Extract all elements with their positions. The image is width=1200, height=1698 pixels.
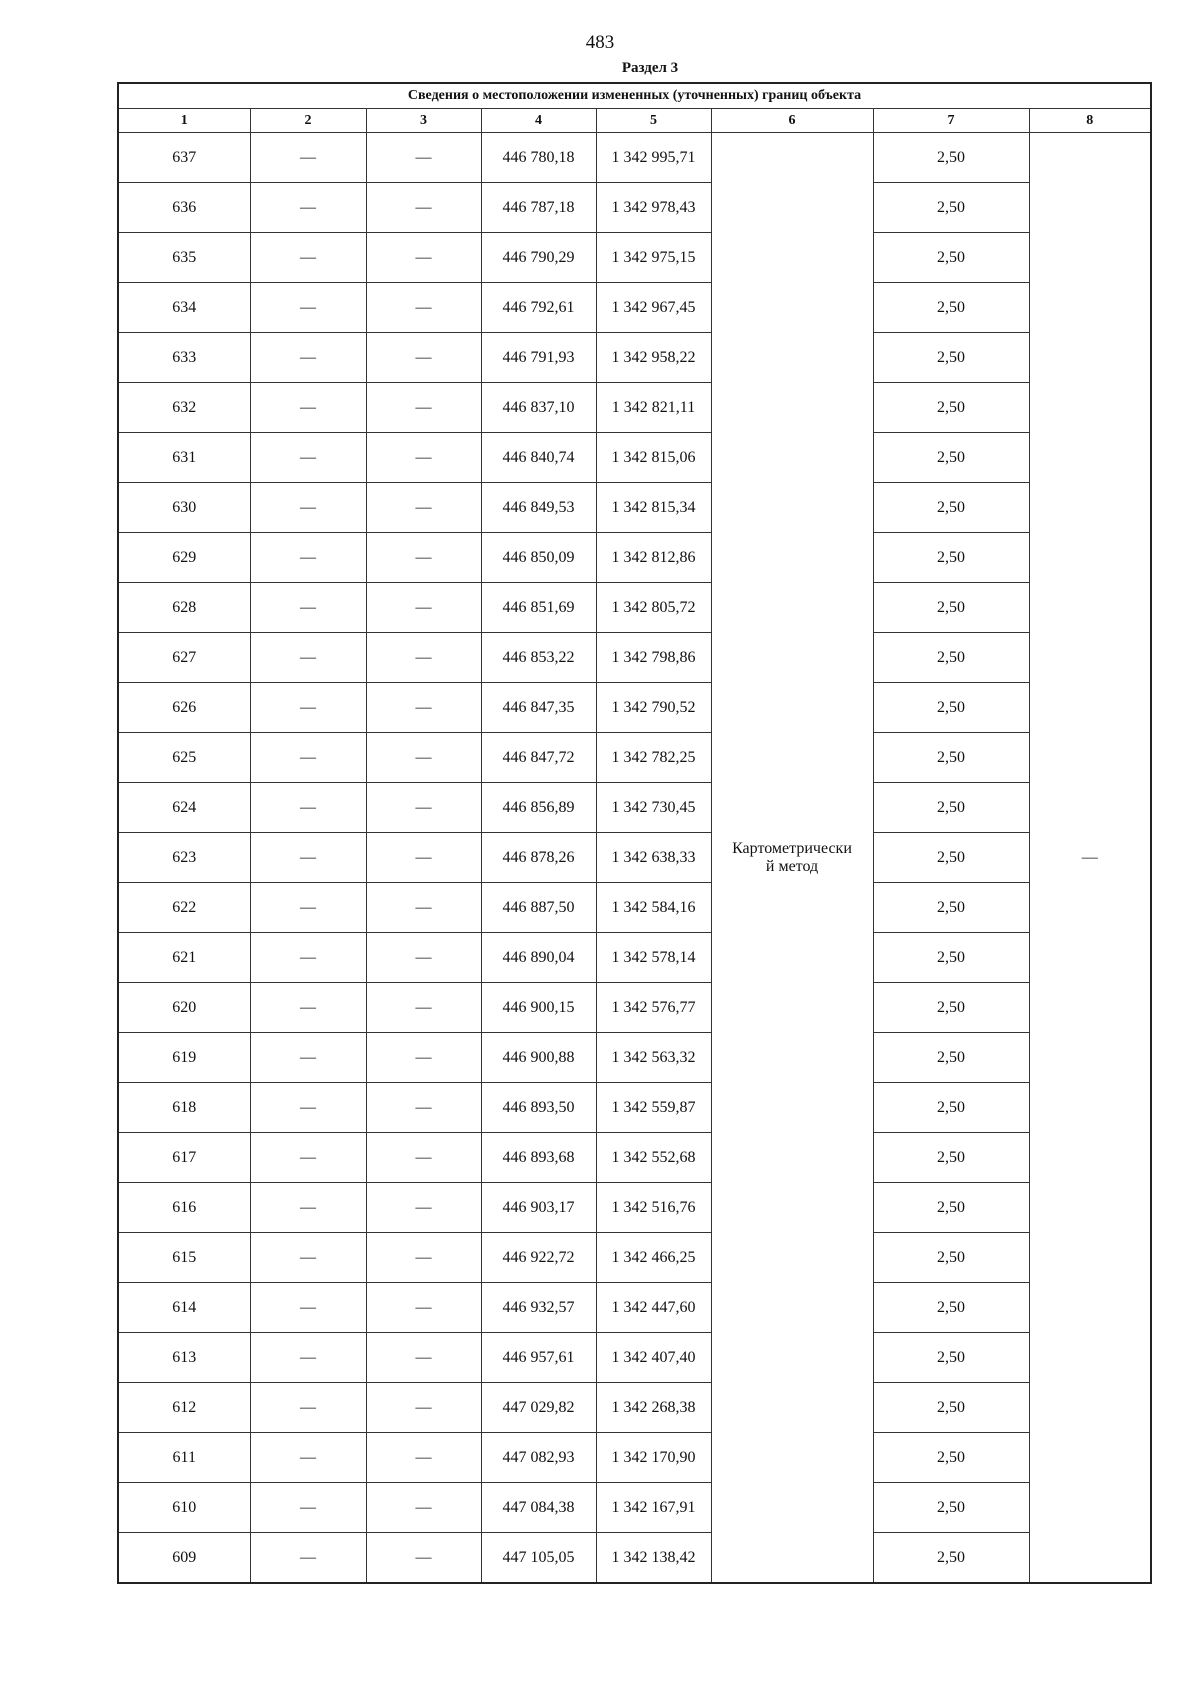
coordinate-y: 1 342 821,11 — [596, 383, 711, 433]
coordinate-y: 1 342 782,25 — [596, 733, 711, 783]
coordinate-y: 1 342 975,15 — [596, 233, 711, 283]
coordinate-y: 1 342 815,34 — [596, 483, 711, 533]
column-8-value: — — [1029, 133, 1151, 1584]
column-2-value: — — [250, 133, 366, 183]
coordinate-y: 1 342 978,43 — [596, 183, 711, 233]
point-number: 635 — [118, 233, 250, 283]
coordinate-x: 447 082,93 — [481, 1433, 596, 1483]
coordinate-y: 1 342 638,33 — [596, 833, 711, 883]
accuracy-value: 2,50 — [873, 1483, 1029, 1533]
column-2-value: — — [250, 283, 366, 333]
accuracy-value: 2,50 — [873, 233, 1029, 283]
coordinate-x: 446 903,17 — [481, 1183, 596, 1233]
column-3-value: — — [366, 783, 481, 833]
column-2-value: — — [250, 833, 366, 883]
coordinate-x: 446 790,29 — [481, 233, 596, 283]
coordinate-x: 446 957,61 — [481, 1333, 596, 1383]
point-number: 627 — [118, 633, 250, 683]
point-number: 614 — [118, 1283, 250, 1333]
coordinate-x: 446 890,04 — [481, 933, 596, 983]
column-2-value: — — [250, 683, 366, 733]
coordinate-y: 1 342 138,42 — [596, 1533, 711, 1584]
column-2-value: — — [250, 483, 366, 533]
coordinate-y: 1 342 466,25 — [596, 1233, 711, 1283]
column-2-value: — — [250, 1333, 366, 1383]
accuracy-value: 2,50 — [873, 1383, 1029, 1433]
table-row — [118, 433, 1151, 483]
column-2-value: — — [250, 1483, 366, 1533]
column-2-value: — — [250, 1533, 366, 1584]
accuracy-value: 2,50 — [873, 183, 1029, 233]
column-2-value: — — [250, 433, 366, 483]
column-2-value: — — [250, 933, 366, 983]
point-number: 617 — [118, 1133, 250, 1183]
column-3-value: — — [366, 233, 481, 283]
column-number-3: 3 — [366, 109, 481, 133]
accuracy-value: 2,50 — [873, 333, 1029, 383]
point-number: 632 — [118, 383, 250, 433]
column-number-row — [118, 109, 1151, 133]
column-3-value: — — [366, 1133, 481, 1183]
point-number: 622 — [118, 883, 250, 933]
table-caption-row — [118, 83, 1151, 109]
method-text-line-1: Картометрически — [732, 839, 852, 857]
accuracy-value: 2,50 — [873, 1083, 1029, 1133]
table-row — [118, 633, 1151, 683]
coordinate-y: 1 342 407,40 — [596, 1333, 711, 1383]
column-number-8: 8 — [1029, 109, 1151, 133]
table-row — [118, 333, 1151, 383]
coordinate-x: 447 084,38 — [481, 1483, 596, 1533]
column-2-value: — — [250, 1183, 366, 1233]
accuracy-value: 2,50 — [873, 933, 1029, 983]
point-number: 633 — [118, 333, 250, 383]
coordinate-y: 1 342 995,71 — [596, 133, 711, 183]
coordinate-y: 1 342 576,77 — [596, 983, 711, 1033]
point-number: 619 — [118, 1033, 250, 1083]
column-3-value: — — [366, 633, 481, 683]
coordinate-y: 1 342 167,91 — [596, 1483, 711, 1533]
coordinate-x: 446 900,88 — [481, 1033, 596, 1083]
coordinate-x: 446 932,57 — [481, 1283, 596, 1333]
table-row — [118, 783, 1151, 833]
point-number: 612 — [118, 1383, 250, 1433]
coordinate-y: 1 342 730,45 — [596, 783, 711, 833]
coordinate-x: 446 856,89 — [481, 783, 596, 833]
accuracy-value: 2,50 — [873, 433, 1029, 483]
coordinate-y: 1 342 447,60 — [596, 1283, 711, 1333]
table-row — [118, 1333, 1151, 1383]
point-number: 615 — [118, 1233, 250, 1283]
coordinate-x: 446 791,93 — [481, 333, 596, 383]
column-3-value: — — [366, 1183, 481, 1233]
column-number-4: 4 — [481, 109, 596, 133]
coordinate-y: 1 342 805,72 — [596, 583, 711, 633]
coordinate-x: 446 850,09 — [481, 533, 596, 583]
accuracy-value: 2,50 — [873, 983, 1029, 1033]
point-number: 637 — [118, 133, 250, 183]
column-number-5: 5 — [596, 109, 711, 133]
point-number: 621 — [118, 933, 250, 983]
column-3-value: — — [366, 833, 481, 883]
accuracy-value: 2,50 — [873, 1183, 1029, 1233]
column-2-value: — — [250, 633, 366, 683]
coordinate-x: 446 849,53 — [481, 483, 596, 533]
column-2-value: — — [250, 383, 366, 433]
table-row — [118, 1083, 1151, 1133]
coordinate-y: 1 342 268,38 — [596, 1383, 711, 1433]
coordinate-y: 1 342 798,86 — [596, 633, 711, 683]
column-3-value: — — [366, 1333, 481, 1383]
point-number: 631 — [118, 433, 250, 483]
accuracy-value: 2,50 — [873, 583, 1029, 633]
coordinate-y: 1 342 552,68 — [596, 1133, 711, 1183]
table-row — [118, 1133, 1151, 1183]
accuracy-value: 2,50 — [873, 133, 1029, 183]
page-number: 483 — [585, 32, 615, 53]
table-row — [118, 1283, 1151, 1333]
point-number: 634 — [118, 283, 250, 333]
table-row — [118, 1183, 1151, 1233]
accuracy-value: 2,50 — [873, 1433, 1029, 1483]
section-title: Раздел 3 — [621, 60, 679, 76]
table-caption: Сведения о местоположении измененных (уточненных) границ объекта — [118, 83, 1151, 109]
table-row — [118, 133, 1151, 183]
coordinate-y: 1 342 812,86 — [596, 533, 711, 583]
coordinate-x: 446 847,72 — [481, 733, 596, 783]
column-3-value: — — [366, 983, 481, 1033]
accuracy-value: 2,50 — [873, 1033, 1029, 1083]
column-3-value: — — [366, 1233, 481, 1283]
accuracy-value: 2,50 — [873, 883, 1029, 933]
coordinate-y: 1 342 170,90 — [596, 1433, 711, 1483]
column-2-value: — — [250, 233, 366, 283]
column-2-value: — — [250, 1433, 366, 1483]
accuracy-value: 2,50 — [873, 1133, 1029, 1183]
table-row — [118, 1233, 1151, 1283]
coordinate-x: 446 851,69 — [481, 583, 596, 633]
point-number: 625 — [118, 733, 250, 783]
point-number: 636 — [118, 183, 250, 233]
table-row — [118, 183, 1151, 233]
column-3-value: — — [366, 883, 481, 933]
column-3-value: — — [366, 933, 481, 983]
point-number: 613 — [118, 1333, 250, 1383]
column-2-value: — — [250, 533, 366, 583]
accuracy-value: 2,50 — [873, 1333, 1029, 1383]
point-number: 611 — [118, 1433, 250, 1483]
coordinate-x: 446 893,68 — [481, 1133, 596, 1183]
table-row — [118, 283, 1151, 333]
column-3-value: — — [366, 283, 481, 333]
coordinate-y: 1 342 967,45 — [596, 283, 711, 333]
point-number: 629 — [118, 533, 250, 583]
table-row — [118, 233, 1151, 283]
point-number: 609 — [118, 1533, 250, 1584]
coordinate-x: 446 887,50 — [481, 883, 596, 933]
column-2-value: — — [250, 333, 366, 383]
accuracy-value: 2,50 — [873, 633, 1029, 683]
column-3-value: — — [366, 1283, 481, 1333]
coordinate-x: 446 792,61 — [481, 283, 596, 333]
column-2-value: — — [250, 883, 366, 933]
table-body — [118, 133, 1151, 1584]
column-3-value: — — [366, 1083, 481, 1133]
column-number-7: 7 — [873, 109, 1029, 133]
point-number: 618 — [118, 1083, 250, 1133]
table-row — [118, 1383, 1151, 1433]
column-3-value: — — [366, 433, 481, 483]
column-2-value: — — [250, 183, 366, 233]
column-3-value: — — [366, 133, 481, 183]
column-3-value: — — [366, 383, 481, 433]
table-row — [118, 1033, 1151, 1083]
accuracy-value: 2,50 — [873, 783, 1029, 833]
column-2-value: — — [250, 1133, 366, 1183]
column-3-value: — — [366, 1533, 481, 1584]
coordinate-x: 447 105,05 — [481, 1533, 596, 1584]
table-row — [118, 933, 1151, 983]
table-row — [118, 733, 1151, 783]
coordinate-x: 446 780,18 — [481, 133, 596, 183]
coordinate-x: 447 029,82 — [481, 1383, 596, 1433]
column-2-value: — — [250, 1033, 366, 1083]
column-number-1: 1 — [118, 109, 250, 133]
column-2-value: — — [250, 983, 366, 1033]
column-2-value: — — [250, 1383, 366, 1433]
accuracy-value: 2,50 — [873, 483, 1029, 533]
accuracy-value: 2,50 — [873, 283, 1029, 333]
column-3-value: — — [366, 533, 481, 583]
point-number: 626 — [118, 683, 250, 733]
coordinate-x: 446 922,72 — [481, 1233, 596, 1283]
coordinate-y: 1 342 563,32 — [596, 1033, 711, 1083]
coordinate-x: 446 787,18 — [481, 183, 596, 233]
column-2-value: — — [250, 1083, 366, 1133]
coordinate-y: 1 342 578,14 — [596, 933, 711, 983]
column-number-6: 6 — [711, 109, 873, 133]
column-3-value: — — [366, 1033, 481, 1083]
coordinate-x: 446 900,15 — [481, 983, 596, 1033]
table-row — [118, 483, 1151, 533]
method-cell — [711, 133, 873, 1584]
coordinate-y: 1 342 559,87 — [596, 1083, 711, 1133]
column-2-value: — — [250, 1233, 366, 1283]
coordinate-x: 446 853,22 — [481, 633, 596, 683]
point-number: 630 — [118, 483, 250, 533]
accuracy-value: 2,50 — [873, 383, 1029, 433]
column-2-value: — — [250, 733, 366, 783]
coordinates-table — [117, 82, 1152, 1584]
accuracy-value: 2,50 — [873, 1533, 1029, 1584]
coordinate-y: 1 342 958,22 — [596, 333, 711, 383]
table-row — [118, 1433, 1151, 1483]
table-row — [118, 683, 1151, 733]
table-row — [118, 983, 1151, 1033]
coordinate-y: 1 342 516,76 — [596, 1183, 711, 1233]
column-3-value: — — [366, 1433, 481, 1483]
accuracy-value: 2,50 — [873, 1233, 1029, 1283]
table-row — [118, 883, 1151, 933]
coordinate-x: 446 847,35 — [481, 683, 596, 733]
coordinate-x: 446 840,74 — [481, 433, 596, 483]
point-number: 623 — [118, 833, 250, 883]
point-number: 624 — [118, 783, 250, 833]
point-number: 628 — [118, 583, 250, 633]
column-2-value: — — [250, 1283, 366, 1333]
point-number: 610 — [118, 1483, 250, 1533]
column-3-value: — — [366, 733, 481, 783]
column-2-value: — — [250, 783, 366, 833]
table-row — [118, 1483, 1151, 1533]
table-row — [118, 533, 1151, 583]
coordinate-x: 446 837,10 — [481, 383, 596, 433]
method-text-line-2: й метод — [765, 857, 819, 875]
point-number: 616 — [118, 1183, 250, 1233]
column-3-value: — — [366, 583, 481, 633]
accuracy-value: 2,50 — [873, 533, 1029, 583]
column-3-value: — — [366, 1383, 481, 1433]
coordinate-y: 1 342 584,16 — [596, 883, 711, 933]
accuracy-value: 2,50 — [873, 833, 1029, 883]
point-number: 620 — [118, 983, 250, 1033]
table-row — [118, 383, 1151, 433]
accuracy-value: 2,50 — [873, 733, 1029, 783]
table-row — [118, 833, 1151, 883]
coordinate-x: 446 893,50 — [481, 1083, 596, 1133]
coordinate-y: 1 342 815,06 — [596, 433, 711, 483]
accuracy-value: 2,50 — [873, 1283, 1029, 1333]
column-2-value: — — [250, 583, 366, 633]
column-3-value: — — [366, 483, 481, 533]
coordinate-x: 446 878,26 — [481, 833, 596, 883]
column-3-value: — — [366, 683, 481, 733]
table-row — [118, 583, 1151, 633]
accuracy-value: 2,50 — [873, 683, 1029, 733]
column-3-value: — — [366, 1483, 481, 1533]
column-number-2: 2 — [250, 109, 366, 133]
column-3-value: — — [366, 333, 481, 383]
table-row — [118, 1533, 1151, 1584]
coordinate-y: 1 342 790,52 — [596, 683, 711, 733]
column-3-value: — — [366, 183, 481, 233]
